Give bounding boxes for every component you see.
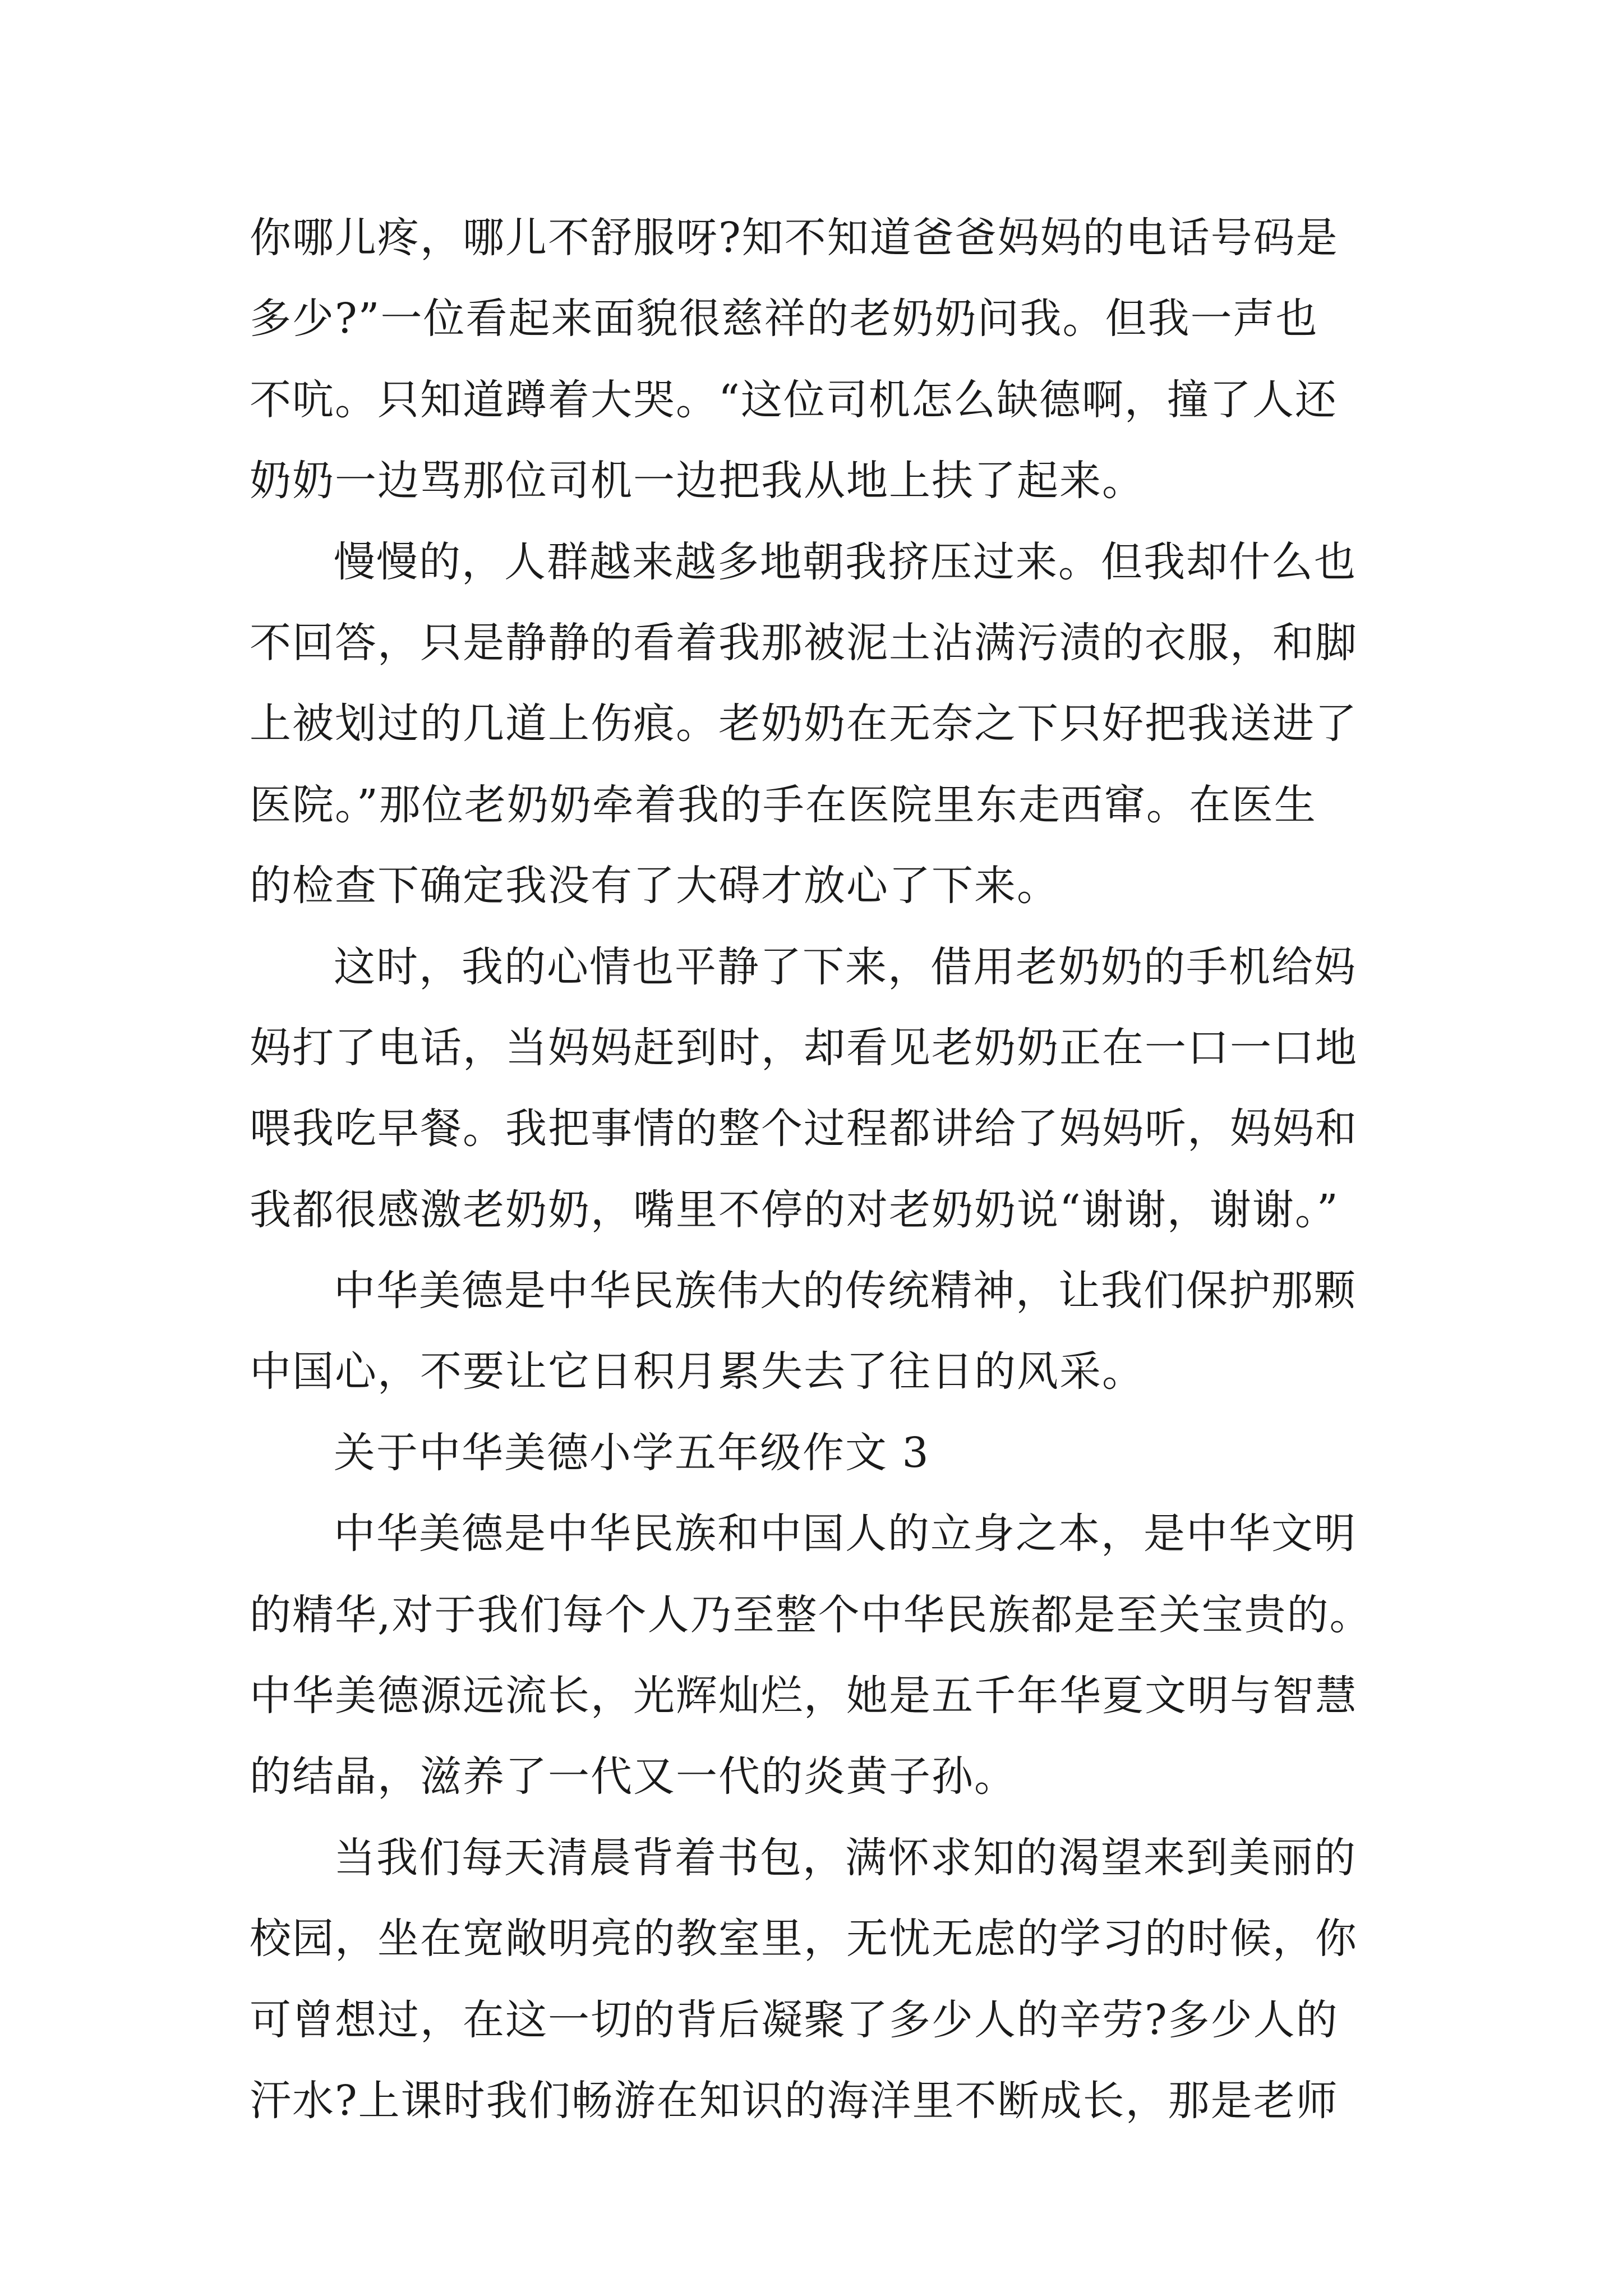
text-line: 中华美德是中华民族伟大的传统精神，让我们保护那颗: [334, 1267, 1357, 1315]
text-line: 我都很感激老奶奶，嘴里不停的对老奶奶说“谢谢，谢谢。”: [250, 1185, 1339, 1234]
text-line: 中华美德是中华民族和中国人的立身之本，是中华文明: [334, 1510, 1357, 1558]
text-line: 上被划过的几道上伤痕。老奶奶在无奈之下只好把我送进了: [250, 700, 1358, 748]
text-line: 妈打了电话，当妈妈赶到时，却看见老奶奶正在一口一口地: [250, 1023, 1358, 1072]
text-line: 当我们每天清晨背着书包，满怀求知的渴望来到美丽的: [334, 1833, 1357, 1882]
text-line: 的检查下确定我没有了大碍才放心了下来。: [250, 862, 1059, 910]
text-line: 奶奶一边骂那位司机一边把我从地上扶了起来。: [250, 457, 1145, 505]
text-line: 关于中华美德小学五年级作文 3: [334, 1428, 930, 1477]
text-line: 不回答，只是静静的看着我那被泥土沾满污渍的衣服，和脚: [250, 618, 1358, 667]
text-line: 医院。”那位老奶奶牵着我的手在医院里东走西窜。在医生: [250, 780, 1317, 829]
text-line: 汗水?上课时我们畅游在知识的海洋里不断成长，那是老师: [250, 2076, 1339, 2125]
text-line: 喂我吃早餐。我把事情的整个过程都讲给了妈妈听，妈妈和: [250, 1105, 1358, 1153]
text-line: 多少?”一位看起来面貌很慈祥的老奶奶问我。但我一声也: [250, 295, 1318, 343]
text-line: 这时，我的心情也平静了下来，借用老奶奶的手机给妈: [334, 942, 1357, 991]
body-text: [250, 197, 1388, 2141]
text-line: 中华美德源远流长，光辉灿烂，她是五千年华夏文明与智慧: [250, 1672, 1358, 1720]
text-line: 校园，坐在宽敞明亮的教室里，无忧无虑的学习的时候，你: [250, 1915, 1358, 1963]
text-line: 的精华,对于我们每个人乃至整个中华民族都是至关宝贵的。: [250, 1590, 1372, 1639]
text-line: 中国心，不要让它日积月累失去了往日的风采。: [250, 1347, 1145, 1396]
text-line: 可曾想过，在这一切的背后凝聚了多少人的辛劳?多少人的: [250, 1995, 1339, 2044]
text-line: 不吭。只知道蹲着大哭。“这位司机怎么缺德啊，撞了人还: [250, 375, 1338, 424]
text-line: 的结晶，滋养了一代又一代的炎黄子孙。: [250, 1752, 1017, 1801]
text-line: 慢慢的，人群越来越多地朝我挤压过来。但我却什么也: [334, 537, 1357, 586]
text-line: 你哪儿疼，哪儿不舒服呀?知不知道爸爸妈妈的电话号码是: [250, 214, 1339, 262]
